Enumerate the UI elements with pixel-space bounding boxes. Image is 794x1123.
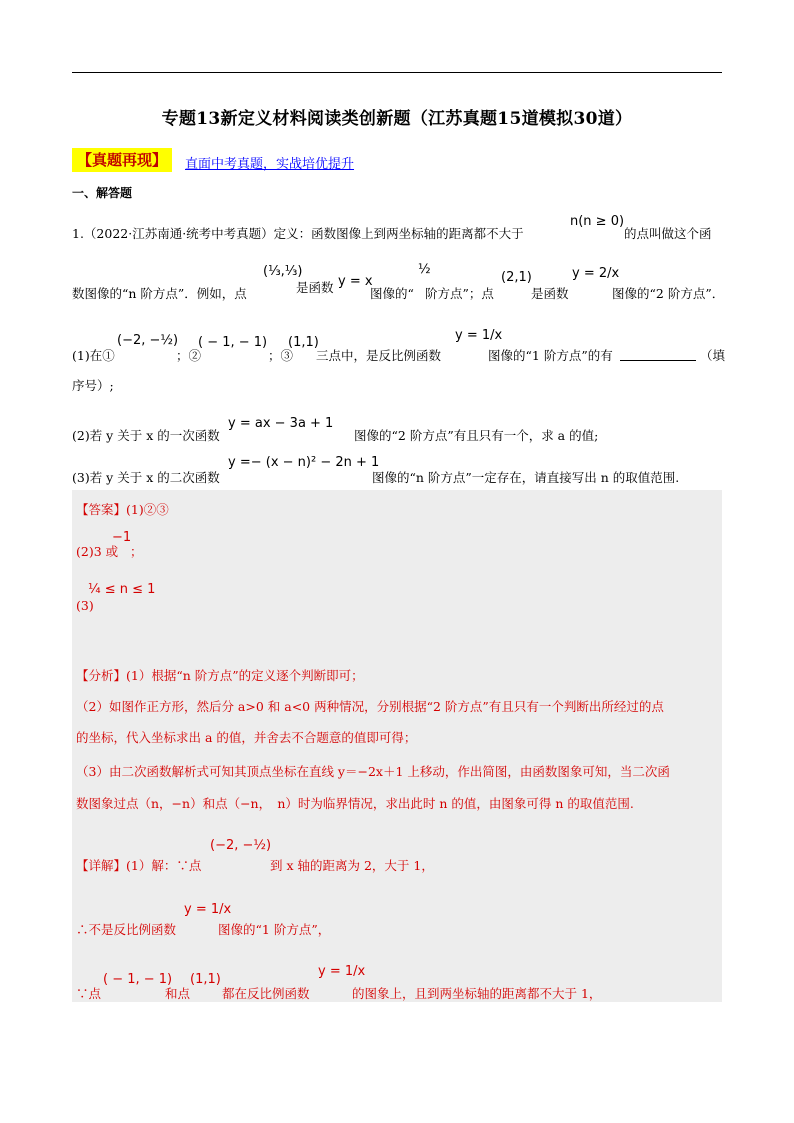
analysis-line-5: 数图象过点（n，−n）和点（−n， n）时为临界情况，求出此时 n 的值，由图象可得 n 的取值范围. bbox=[76, 796, 634, 811]
question-2: (2)若 y 关于 x 的一次函数 bbox=[72, 428, 220, 443]
answer-blank[interactable] bbox=[620, 346, 696, 365]
math-point: ( − 1, − 1) bbox=[103, 972, 173, 987]
detail-text: 图像的“1 阶方点”， bbox=[218, 922, 331, 937]
math-answer: −1 bbox=[112, 530, 132, 545]
math-function: y = 2/x bbox=[572, 266, 620, 281]
problem-text: 图像的“1 阶方点”的有 bbox=[488, 348, 613, 363]
problem-text: 图像的“n 阶方点”一定存在，请直接写出 n 的取值范围. bbox=[372, 470, 680, 485]
problem-text: 阶方点”；点 bbox=[425, 286, 494, 301]
detail-text: 到 x 轴的距离为 2，大于 1， bbox=[270, 858, 434, 873]
problem-text: 1.（2022·江苏南通·统考中考真题）定义：函数图像上到两坐标轴的距离都不大于 bbox=[72, 226, 524, 241]
problem-text: 是函数 bbox=[296, 280, 334, 295]
problem-text: 序号）; bbox=[72, 378, 114, 393]
math-function: y = 1/x bbox=[318, 964, 366, 979]
problem-text: （填 bbox=[700, 348, 726, 363]
answer-text: ； bbox=[130, 544, 143, 559]
detail-text: 和点 bbox=[165, 986, 191, 1001]
problem-line-1 bbox=[72, 224, 524, 242]
math-function: y =− (x − n)² − 2n + 1 bbox=[228, 455, 380, 470]
problem-text: 数图像的“n 阶方点”．例如，点 bbox=[72, 286, 247, 301]
math-function: y = x bbox=[338, 274, 373, 289]
question-1: (1)在① bbox=[72, 348, 115, 363]
math-function: y = ax − 3a + 1 bbox=[228, 416, 334, 431]
math-point: (1,1) bbox=[190, 972, 221, 987]
header-rule bbox=[72, 72, 722, 73]
answer-line-1: 【答案】(1)②③ bbox=[76, 502, 169, 517]
math-point: (⅓,⅓) bbox=[263, 264, 303, 279]
problem-text: 图像的“2 阶方点”． bbox=[612, 286, 725, 301]
detail-text: 的图象上，且到两坐标轴的距离都不大于 1， bbox=[352, 986, 602, 1001]
math-fraction: ½ bbox=[418, 262, 431, 277]
math-point: (−2, −½) bbox=[117, 333, 179, 348]
analysis-line-2: （2）如图作正方形，然后分 a>0 和 a<0 两种情况，分别根据“2 阶方点”有且只有一个判断出所经过的点 bbox=[76, 699, 664, 714]
analysis-line-3: 的坐标，代入坐标求出 a 的值，并舍去不合题意的值即可得； bbox=[76, 730, 417, 745]
detail-line-1: 【详解】(1）解：∵点 bbox=[76, 858, 202, 873]
page-title: 专题13新定义材料阅读类创新题（江苏真题15道模拟30道） bbox=[161, 109, 633, 129]
problem-text: 图像的“2 阶方点”有且只有一个，求 a 的值; bbox=[354, 428, 599, 443]
problem-text: 三点中，是反比例函数 bbox=[316, 348, 442, 363]
problem-text: 的点叫做这个函 bbox=[624, 226, 712, 241]
detail-line-2: ∴不是反比例函数 bbox=[76, 922, 177, 937]
problem-text: 图像的“ bbox=[370, 286, 414, 301]
detail-line-3: ∵点 bbox=[76, 986, 102, 1001]
question-3: (3)若 y 关于 x 的二次函数 bbox=[72, 470, 220, 485]
math-point: (−2, −½) bbox=[210, 838, 272, 853]
problem-text: ；② bbox=[176, 348, 202, 363]
math-function: y = 1/x bbox=[184, 902, 232, 917]
math-point: (2,1) bbox=[501, 270, 532, 285]
answer-line-3: (3) bbox=[76, 598, 94, 613]
math-function: y = 1/x bbox=[455, 328, 503, 343]
detail-text: 都在反比例函数 bbox=[222, 986, 310, 1001]
section-badge: 【真题再现】 bbox=[72, 148, 172, 172]
math-n-condition: n(n ≥ 0) bbox=[570, 214, 625, 229]
problem-text: ；③ bbox=[268, 348, 294, 363]
analysis-line-4: （3）由二次函数解析式可知其顶点坐标在直线 y＝−2x＋1 上移动，作出简图，由函数图象可知，当二次函 bbox=[76, 764, 670, 779]
math-point: ( − 1, − 1) bbox=[198, 335, 268, 350]
section-heading: 一、解答题 bbox=[72, 186, 133, 200]
math-point: (1,1) bbox=[288, 335, 319, 350]
analysis-line-1: 【分析】(1）根据“n 阶方点”的定义逐个判断即可； bbox=[76, 668, 364, 683]
problem-text: 是函数 bbox=[531, 286, 569, 301]
badge-link[interactable]: 直面中考真题，实战培优提升 bbox=[185, 157, 355, 172]
answer-line-2: (2)3 或 bbox=[76, 544, 119, 559]
math-answer: ¼ ≤ n ≤ 1 bbox=[88, 582, 156, 597]
